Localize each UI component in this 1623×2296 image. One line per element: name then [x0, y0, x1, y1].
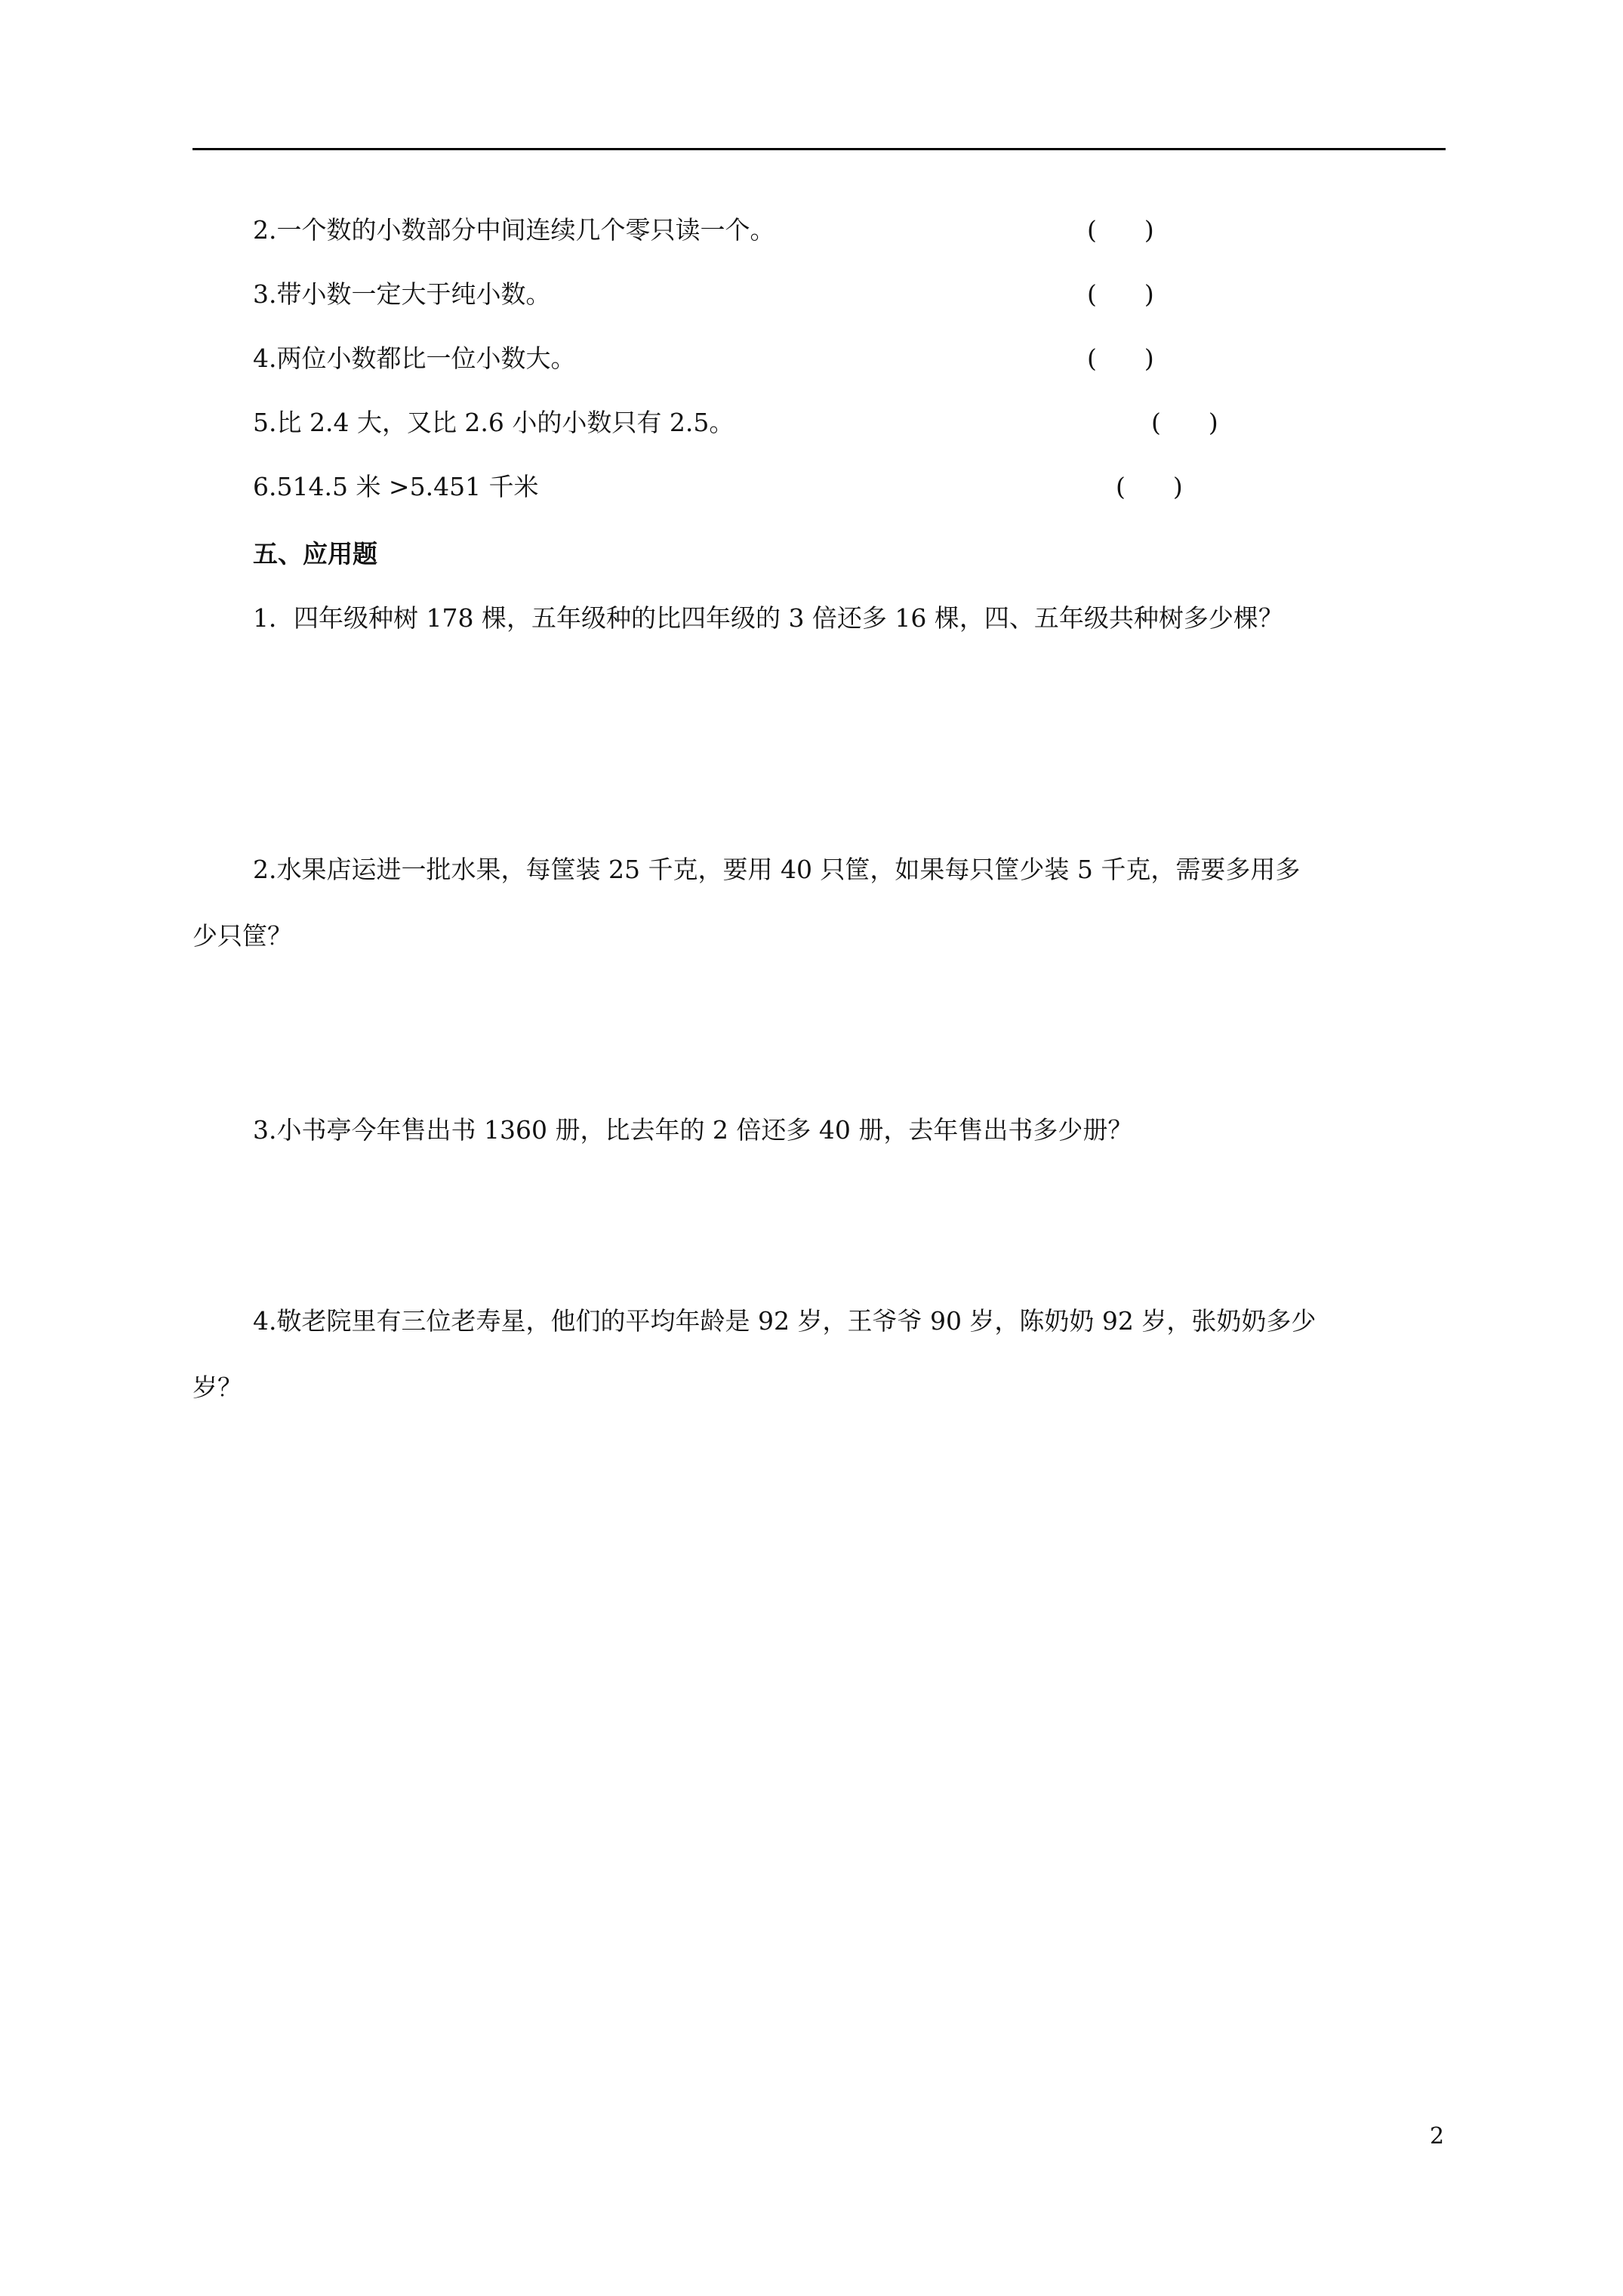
problem-2: 2.水果店运进一批水果，每筐装 25 千克，要用 40 只筐，如果每只筐少装 5 千克，需要多用多 [253, 855, 1301, 884]
problem-1: 1．四年级种树 178 棵，五年级种的比四年级的 3 倍还多 16 棵，四、五年级共种树多少棵？ [253, 603, 1283, 633]
judgement-item-3: 3.带小数一定大于纯小数。 [253, 279, 551, 309]
problem-3: 3.小书亭今年售出书 1360 册，比去年的 2 倍还多 40 册，去年售出书多少册？ [253, 1115, 1133, 1145]
answer-bracket-3[interactable]: ( ) [1087, 279, 1154, 309]
answer-bracket-2[interactable]: ( ) [1087, 215, 1154, 245]
answer-bracket-4[interactable]: ( ) [1087, 344, 1154, 373]
answer-bracket-5[interactable]: ( ) [1151, 408, 1218, 437]
section-title: 五、应用题 [253, 539, 377, 569]
page-number: 2 [1430, 2123, 1445, 2150]
problem-4-continuation: 岁？ [192, 1373, 242, 1402]
judgement-item-4: 4.两位小数都比一位小数大。 [253, 344, 576, 373]
answer-bracket-6[interactable]: ( ) [1116, 472, 1183, 501]
judgement-item-2: 2.一个数的小数部分中间连续几个零只读一个。 [253, 215, 775, 245]
judgement-item-6: 6.514.5 米 >5.451 千米 [253, 472, 539, 501]
problem-4: 4.敬老院里有三位老寿星，他们的平均年龄是 92 岁，王爷爷 90 岁，陈奶奶 92 岁，张奶奶多少 [253, 1306, 1317, 1336]
judgement-item-5: 5.比 2.4 大，又比 2.6 小的小数只有 2.5。 [253, 408, 735, 437]
header-rule [192, 148, 1446, 150]
problem-2-continuation: 少只筐？ [192, 921, 292, 951]
